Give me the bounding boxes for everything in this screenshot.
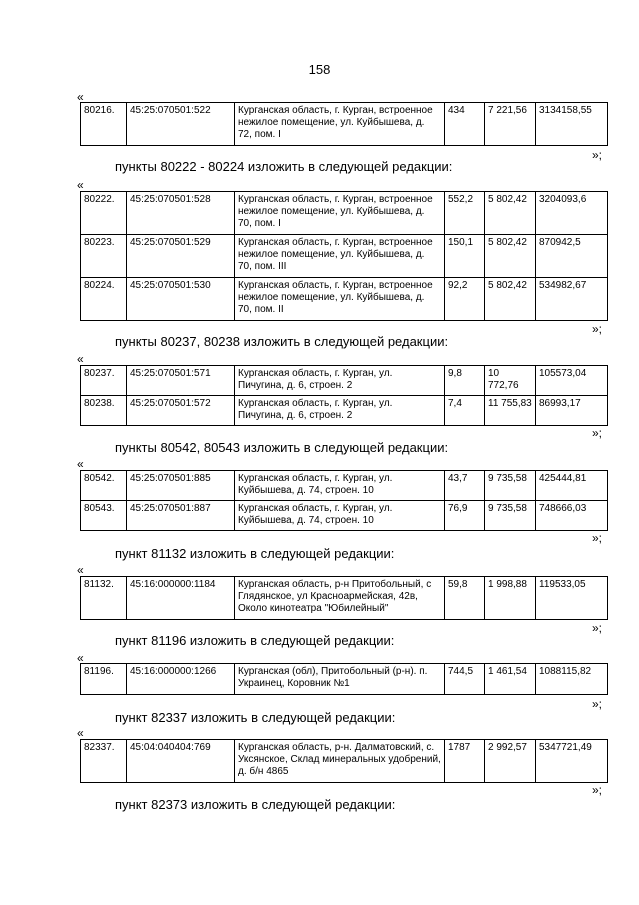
table-row	[81, 103, 608, 146]
table-block-1	[80, 102, 608, 146]
cell-area: 43,7	[445, 471, 485, 501]
cell-address: Курганская область, г. Курган, встроенное нежилое помещение, ул. Куйбышева, д. 72, пом. I	[235, 103, 445, 146]
cell-value: 1088115,82	[536, 664, 608, 695]
table-row	[81, 577, 608, 620]
cell-rate: 9 735,58	[485, 501, 536, 531]
paragraph: пункты 80542, 80543 изложить в следующей редакции:	[115, 440, 449, 455]
cell-area: 434	[445, 103, 485, 146]
cell-cadastral: 45:25:070501:530	[127, 278, 235, 321]
cell-area: 7,4	[445, 396, 485, 426]
cell-area: 744,5	[445, 664, 485, 695]
cell-num: 80238.	[81, 396, 127, 426]
cell-area: 1787	[445, 740, 485, 783]
cell-num: 80222.	[81, 192, 127, 235]
cell-rate: 2 992,57	[485, 740, 536, 783]
paragraph: пункт 82373 изложить в следующей редакции:	[115, 797, 396, 812]
cell-address: Курганская (обл), Притобольный (р-н). п. Украинец, Коровник №1	[235, 664, 445, 695]
cell-value: 870942,5	[536, 235, 608, 278]
table-row	[81, 740, 608, 783]
cell-address: Курганская область, г. Курган, встроенное нежилое помещение, ул. Куйбышева, д. 70, пом. II	[235, 278, 445, 321]
cell-area: 76,9	[445, 501, 485, 531]
cell-cadastral: 45:25:070501:528	[127, 192, 235, 235]
quote-open: «	[77, 90, 84, 104]
cell-value: 534982,67	[536, 278, 608, 321]
cell-address: Курганская область, г. Курган, ул. Куйбышева, д. 74, строен. 10	[235, 501, 445, 531]
table-row	[81, 396, 608, 426]
cell-address: Курганская область, р-н. Далматовский, с. Уксянское, Склад минеральных удобрений, д. б/н 4865	[235, 740, 445, 783]
cell-rate: 11 755,83	[485, 396, 536, 426]
cell-address: Курганская область, г. Курган, ул. Пичугина, д. 6, строен. 2	[235, 366, 445, 396]
cell-address: Курганская область, р-н Притобольный, с Глядянское, ул Красноармейская, 42в, Около кинотеатра "Юбилейный"	[235, 577, 445, 620]
cell-value: 748666,03	[536, 501, 608, 531]
cell-rate: 5 802,42	[485, 192, 536, 235]
cell-cadastral: 45:25:070501:885	[127, 471, 235, 501]
cell-value: 5347721,49	[536, 740, 608, 783]
cell-rate: 10 772,76	[485, 366, 536, 396]
cell-cadastral: 45:25:070501:522	[127, 103, 235, 146]
cell-area: 92,2	[445, 278, 485, 321]
cell-num: 80237.	[81, 366, 127, 396]
table-row	[81, 471, 608, 501]
table-block-7	[80, 739, 608, 783]
cell-cadastral: 45:16:000000:1184	[127, 577, 235, 620]
cell-cadastral: 45:16:000000:1266	[127, 664, 235, 695]
table-block-4	[80, 470, 608, 531]
paragraph: пункт 81196 изложить в следующей редакции:	[115, 633, 395, 648]
table-block-6	[80, 663, 608, 695]
cell-address: Курганская область, г. Курган, ул. Пичугина, д. 6, строен. 2	[235, 396, 445, 426]
table-row	[81, 366, 608, 396]
quote-open: «	[77, 457, 84, 471]
cell-num: 81196.	[81, 664, 127, 695]
cell-num: 80543.	[81, 501, 127, 531]
table-row	[81, 501, 608, 531]
cell-rate: 5 802,42	[485, 278, 536, 321]
cell-cadastral: 45:04:040404:769	[127, 740, 235, 783]
paragraph: пункт 82337 изложить в следующей редакции:	[115, 710, 396, 725]
cell-num: 82337.	[81, 740, 127, 783]
cell-rate: 9 735,58	[485, 471, 536, 501]
cell-area: 552,2	[445, 192, 485, 235]
cell-value: 3134158,55	[536, 103, 608, 146]
cell-address: Курганская область, г. Курган, встроенное нежилое помещение, ул. Куйбышева, д. 70, пом. I	[235, 192, 445, 235]
cell-area: 9,8	[445, 366, 485, 396]
table-block-5	[80, 576, 608, 620]
table-row	[81, 664, 608, 695]
cell-area: 150,1	[445, 235, 485, 278]
cell-num: 80216.	[81, 103, 127, 146]
quote-open: «	[77, 352, 84, 366]
paragraph: пункты 80237, 80238 изложить в следующей редакции:	[115, 334, 449, 349]
cell-cadastral: 45:25:070501:887	[127, 501, 235, 531]
quote-open: «	[77, 563, 84, 577]
quote-close: »;	[592, 697, 603, 711]
page-number: 158	[308, 62, 331, 77]
cell-value: 105573,04	[536, 366, 608, 396]
quote-close: »;	[592, 426, 603, 440]
quote-close: »;	[592, 783, 603, 797]
cell-num: 80223.	[81, 235, 127, 278]
cell-address: Курганская область, г. Курган, ул. Куйбышева, д. 74, строен. 10	[235, 471, 445, 501]
quote-open: «	[77, 178, 84, 192]
cell-num: 80542.	[81, 471, 127, 501]
cell-num: 80224.	[81, 278, 127, 321]
cell-value: 119533,05	[536, 577, 608, 620]
cell-num: 81132.	[81, 577, 127, 620]
quote-close: »;	[592, 322, 603, 336]
cell-value: 425444,81	[536, 471, 608, 501]
table-block-3	[80, 365, 608, 426]
quote-close: »;	[592, 148, 603, 162]
paragraph: пункты 80222 - 80224 изложить в следующей редакции:	[115, 159, 453, 174]
cell-address: Курганская область, г. Курган, встроенное нежилое помещение, ул. Куйбышева, д. 70, пом. III	[235, 235, 445, 278]
cell-cadastral: 45:25:070501:529	[127, 235, 235, 278]
table-block-2	[80, 191, 608, 321]
cell-rate: 5 802,42	[485, 235, 536, 278]
cell-rate: 1 461,54	[485, 664, 536, 695]
cell-cadastral: 45:25:070501:571	[127, 366, 235, 396]
quote-close: »;	[592, 531, 603, 545]
quote-open: «	[77, 726, 84, 740]
cell-rate: 7 221,56	[485, 103, 536, 146]
cell-cadastral: 45:25:070501:572	[127, 396, 235, 426]
cell-value: 3204093,6	[536, 192, 608, 235]
quote-close: »;	[592, 621, 603, 635]
table-row	[81, 235, 608, 278]
cell-value: 86993,17	[536, 396, 608, 426]
table-row	[81, 278, 608, 321]
cell-rate: 1 998,88	[485, 577, 536, 620]
paragraph: пункт 81132 изложить в следующей редакции:	[115, 546, 395, 561]
table-row	[81, 192, 608, 235]
quote-open: «	[77, 651, 84, 665]
cell-area: 59,8	[445, 577, 485, 620]
